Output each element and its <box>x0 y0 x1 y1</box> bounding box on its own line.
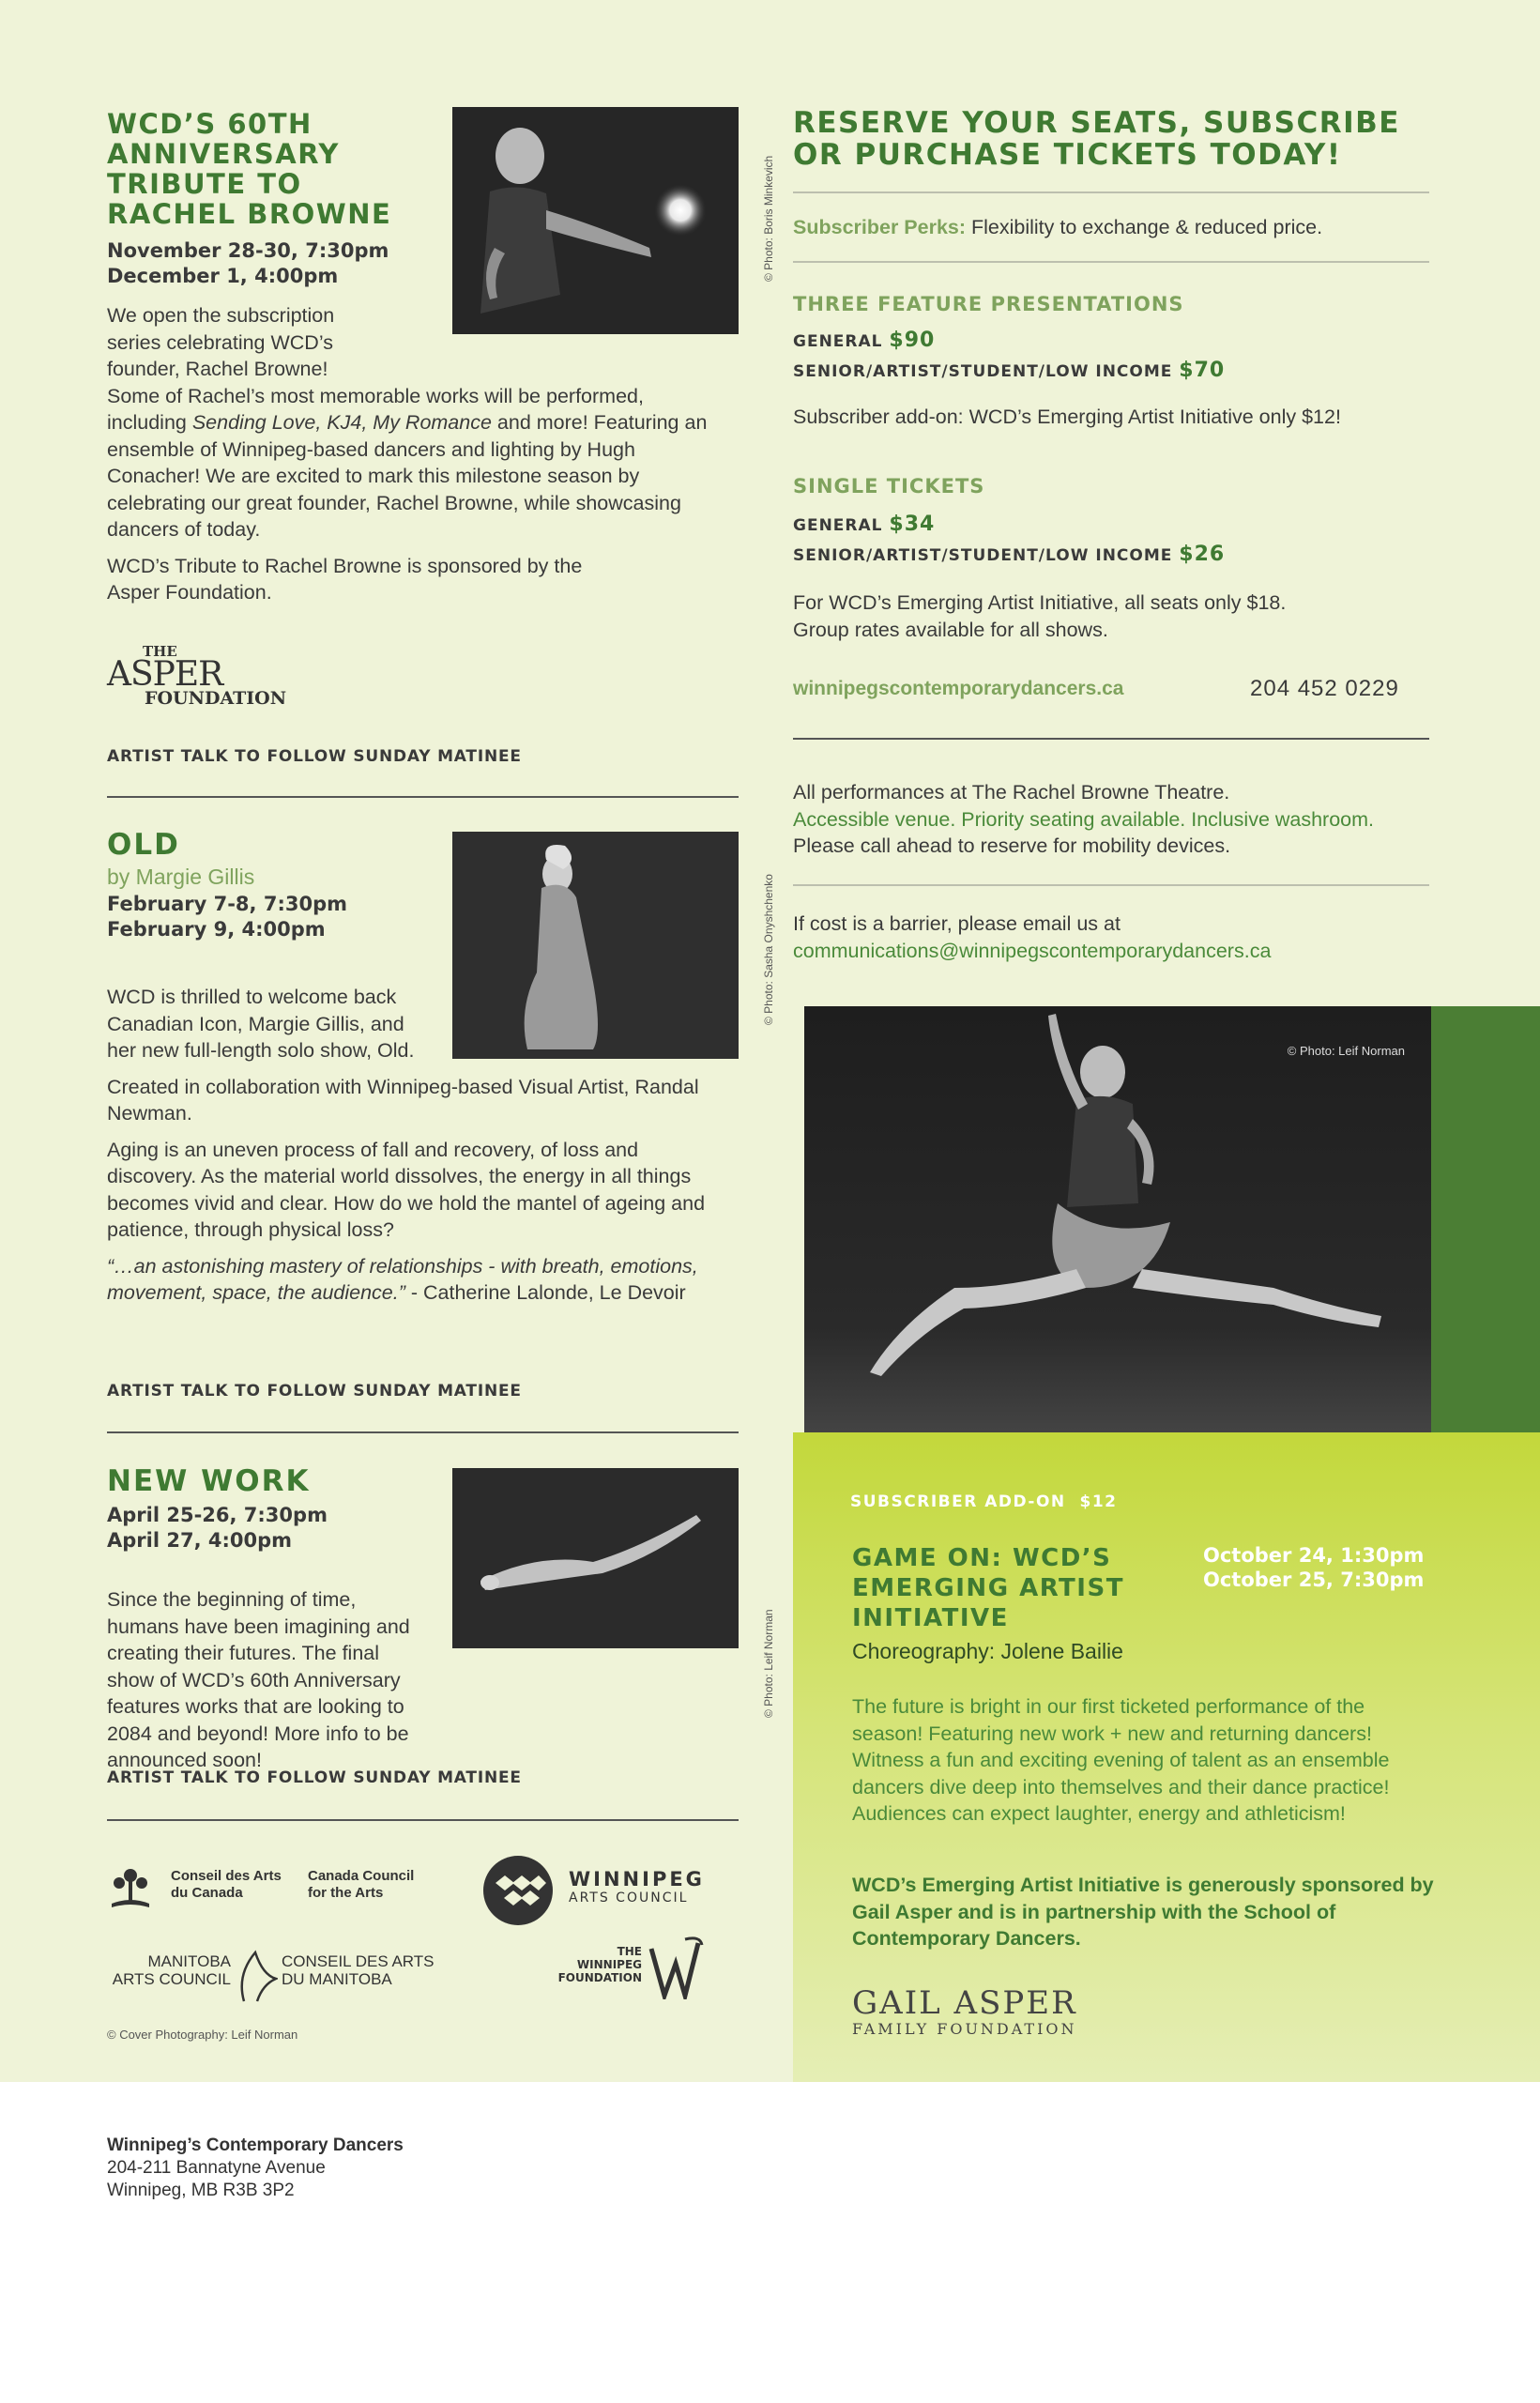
cca-english-line-1: Canada Council <box>308 1868 415 1884</box>
rachel-sponsor: WCD’s Tribute to Rachel Browne is sponsored by the Asper Foundation. <box>107 554 583 604</box>
newwork-description-text: Since the beginning of time, humans have been imagining and creating their futures. The final show of WCD’s 60th Anniversary features works that are looking to 2084 and beyond! More info to be announced soon! <box>107 1588 410 1771</box>
gail-asper-logo-line-1: GAIL ASPER <box>852 1984 1077 2022</box>
wf-icon <box>648 1936 704 1999</box>
divider-3 <box>107 1819 739 1821</box>
wf-line-3: FOUNDATION <box>557 1971 642 1984</box>
mac-english-line-2: ARTS COUNCIL <box>112 1970 231 1988</box>
gail-asper-logo-line-2: FAMILY FOUNDATION <box>852 2020 1077 2038</box>
winnipeg-foundation-logo <box>535 1936 704 1999</box>
dancer-photo <box>804 1006 1431 1434</box>
rachel-para-rest: and more! Featuring an ensemble of Winnipeg-based dancers and lighting by Hugh Conacher! We are excited to mark this milestone season by celebrating our great founder, Rachel Browne, while showcasing dancers of today. <box>107 411 708 541</box>
single-notes <box>793 589 1286 643</box>
wac-icon <box>482 1855 554 1926</box>
divider-1 <box>107 796 739 798</box>
dancer-photo-image <box>804 1006 1431 1434</box>
asper-logo-foundation: FOUNDATION <box>145 688 287 709</box>
cover-photo-credit: © Cover Photography: Leif Norman <box>107 2028 298 2042</box>
phone-number[interactable]: 204 452 0229 <box>1250 676 1399 701</box>
website-link[interactable]: winnipegscontemporarydancers.ca <box>793 678 1124 699</box>
cost-barrier-info <box>793 911 1271 964</box>
single-general-amount: $34 <box>889 513 936 536</box>
return-address <box>107 2135 404 2202</box>
wf-line-1: THE <box>617 1945 642 1958</box>
subscriber-addon-note: Subscriber add-on: WCD’s Emerging Artist Initiative only $12! <box>793 406 1341 428</box>
address-street: 204-211 Bannatyne Avenue <box>107 2158 326 2178</box>
old-date-1: February 7-8, 7:30pm <box>107 893 347 915</box>
old-intro: WCD is thrilled to welcome back Canadian Icon, Margie Gillis, and her new full-length solo show, Old. <box>107 986 415 1062</box>
old-artist-talk: ARTIST TALK TO FOLLOW SUNDAY MATINEE <box>107 1382 522 1400</box>
rachel-title-line-1: WCD’S 60TH <box>107 108 313 140</box>
game-on-title-line-2: EMERGING ARTIST <box>852 1574 1124 1602</box>
asper-foundation-logo <box>107 643 286 707</box>
rachel-date-2: December 1, 4:00pm <box>107 265 339 287</box>
game-on-addon-label: SUBSCRIBER ADD-ON $12 <box>850 1492 1118 1511</box>
newwork-artist-talk: ARTIST TALK TO FOLLOW SUNDAY MATINEE <box>107 1768 522 1787</box>
cost-line: If cost is a barrier, please email us at <box>793 912 1121 935</box>
perks-label: Subscriber Perks: <box>793 216 967 238</box>
newwork-body <box>107 1586 717 1783</box>
venue-line-3: Please call ahead to reserve for mobility devices. <box>793 834 1231 857</box>
rachel-para-text: Some of Rachel’s most memorable works will be performed, including <box>107 384 644 434</box>
old-byline: by Margie Gillis <box>107 865 255 889</box>
rachel-photo-image <box>452 107 739 334</box>
old-body <box>107 984 717 1316</box>
tickets-rule-3 <box>793 738 1429 740</box>
single-general-label: GENERAL <box>793 516 890 535</box>
asper-logo-asper: ASPER <box>107 655 223 694</box>
three-general-amount: $90 <box>889 329 936 352</box>
three-senior-price <box>793 359 1225 382</box>
wac-line-1: WINNIPEG <box>569 1868 705 1890</box>
game-on-date-2: October 25, 7:30pm <box>1203 1569 1425 1591</box>
rachel-body <box>107 302 717 616</box>
email-link[interactable]: communications@winnipegscontemporarydancers.ca <box>793 939 1272 962</box>
gail-asper-logo <box>852 1986 1077 2038</box>
dancer-photo-credit: © Photo: Leif Norman <box>1287 1044 1405 1058</box>
rachel-title <box>107 109 426 229</box>
old-quote-attribution: - Catherine Lalonde, Le Devoir <box>404 1281 686 1304</box>
game-on-choreographer: Choreography: Jolene Bailie <box>852 1639 1123 1663</box>
mac-english <box>107 1952 231 1988</box>
rachel-artist-talk: ARTIST TALK TO FOLLOW SUNDAY MATINEE <box>107 747 522 766</box>
cca-french <box>171 1868 282 1902</box>
canada-council-icon <box>107 1864 154 1915</box>
newwork-date-1: April 25-26, 7:30pm <box>107 1504 328 1526</box>
venue-info <box>793 779 1374 860</box>
tickets-rule-1 <box>793 191 1429 193</box>
old-photo-credit: © Photo: Sasha Onyshchenko <box>762 874 775 1025</box>
mac-french-line-1: CONSEIL DES ARTS <box>282 1952 435 1970</box>
tickets-heading-line-1: RESERVE YOUR SEATS, SUBSCRIBE <box>793 106 1400 140</box>
single-general-price <box>793 513 935 536</box>
three-senior-amount: $70 <box>1179 359 1226 382</box>
rachel-dates <box>107 238 389 289</box>
single-tickets-heading: SINGLE TICKETS <box>793 475 985 497</box>
game-on-title <box>852 1543 1124 1633</box>
old-date-2: February 9, 4:00pm <box>107 918 326 941</box>
tickets-heading <box>793 107 1400 171</box>
wac-line-2: ARTS COUNCIL <box>569 1890 689 1906</box>
old-quote-text: “…an astonishing mastery of relationships - with breath, emotions, movement, space, the audience.” <box>107 1254 698 1304</box>
newwork-date-2: April 27, 4:00pm <box>107 1529 293 1552</box>
mac-french-line-2: DU MANITOBA <box>282 1970 392 1988</box>
game-on-dates <box>1203 1543 1424 1592</box>
rachel-works: Sending Love, KJ4, My Romance <box>191 411 492 434</box>
single-senior-amount: $26 <box>1179 543 1226 566</box>
wac-text <box>569 1868 705 1906</box>
old-description: Aging is an uneven process of fall and recovery, of loss and discovery. As the material world dissolves, the energy in all things becomes vivid and clear. How do we hold the mantel of ageing and patience, through physical loss? <box>107 1138 706 1241</box>
manitoba-arts-council-logo <box>107 1947 454 2003</box>
rachel-photo-credit: © Photo: Boris Minkevich <box>762 155 775 282</box>
rachel-photo <box>452 107 739 334</box>
three-feature-heading: THREE FEATURE PRESENTATIONS <box>793 293 1184 315</box>
mac-icon <box>235 1947 278 2003</box>
three-general-price <box>793 329 935 352</box>
old-title: OLD <box>107 828 180 862</box>
cca-french-line-1: Conseil des Arts <box>171 1868 282 1884</box>
cca-english-line-2: for the Arts <box>308 1885 384 1901</box>
single-senior-price <box>793 543 1225 566</box>
newwork-description <box>107 1586 717 1774</box>
tickets-rule-4 <box>793 884 1429 886</box>
old-heading <box>107 830 347 942</box>
eai-price-line: For WCD’s Emerging Artist Initiative, all seats only $18. <box>793 591 1287 614</box>
rachel-intro: We open the subscription series celebrating WCD’s founder, Rachel Browne! <box>107 304 335 380</box>
three-senior-label: SENIOR/ARTIST/STUDENT/LOW INCOME <box>793 362 1180 381</box>
newwork-photo-credit: © Photo: Leif Norman <box>762 1609 775 1718</box>
address-city: Winnipeg, MB R3B 3P2 <box>107 2181 295 2200</box>
single-senior-label: SENIOR/ARTIST/STUDENT/LOW INCOME <box>793 546 1180 565</box>
rachel-title-line-4: RACHEL BROWNE <box>107 198 392 230</box>
tickets-rule-2 <box>793 261 1429 263</box>
venue-accessibility: Accessible venue. Priority seating available. Inclusive washroom. <box>793 807 1375 831</box>
mac-english-line-1: MANITOBA <box>147 1952 231 1970</box>
group-rates-line: Group rates available for all shows. <box>793 618 1108 641</box>
cca-english <box>308 1868 414 1902</box>
green-accent-bar <box>1431 1006 1540 1434</box>
rachel-date-1: November 28-30, 7:30pm <box>107 239 389 262</box>
cca-french-line-2: du Canada <box>171 1885 243 1901</box>
asper-logo-the: THE <box>143 643 177 660</box>
divider-2 <box>107 1431 739 1433</box>
game-on-title-line-3: INITIATIVE <box>852 1604 1009 1632</box>
address-name: Winnipeg’s Contemporary Dancers <box>107 2135 404 2155</box>
venue-line-1: All performances at The Rachel Browne Theatre. <box>793 781 1230 804</box>
old-collab: Created in collaboration with Winnipeg-based Visual Artist, Randal Newman. <box>107 1075 699 1125</box>
rachel-paragraph <box>107 383 717 543</box>
game-on-sponsor: WCD’s Emerging Artist Initiative is generously sponsored by Gail Asper and is in partnership with the School of Contemporary Dancers. <box>852 1874 1434 1950</box>
subscriber-perks <box>793 214 1322 241</box>
newwork-title: NEW WORK <box>107 1464 311 1498</box>
rachel-title-line-2: ANNIVERSARY <box>107 138 340 170</box>
perks-text: Flexibility to exchange & reduced price. <box>966 216 1323 238</box>
rachel-title-line-3: TRIBUTE TO <box>107 168 302 200</box>
old-quote <box>107 1253 717 1307</box>
game-on-date-1: October 24, 1:30pm <box>1203 1544 1425 1567</box>
mac-french <box>282 1952 435 1988</box>
newwork-heading <box>107 1466 328 1554</box>
game-on-description: The future is bright in our first ticketed performance of the season! Featuring new work + new and returning dancers! Witness a fun and exciting evening of talent as an ensemble dancers dive deep into themselves and their dance practice! Audiences can expect laughter, energy and athleticism! <box>852 1695 1390 1825</box>
game-on-title-line-1: GAME ON: WCD’S <box>852 1544 1112 1572</box>
wf-line-2: WINNIPEG <box>576 1958 642 1971</box>
tickets-heading-line-2: OR PURCHASE TICKETS TODAY! <box>793 138 1342 172</box>
wf-text <box>558 1945 642 1984</box>
three-general-label: GENERAL <box>793 332 890 351</box>
